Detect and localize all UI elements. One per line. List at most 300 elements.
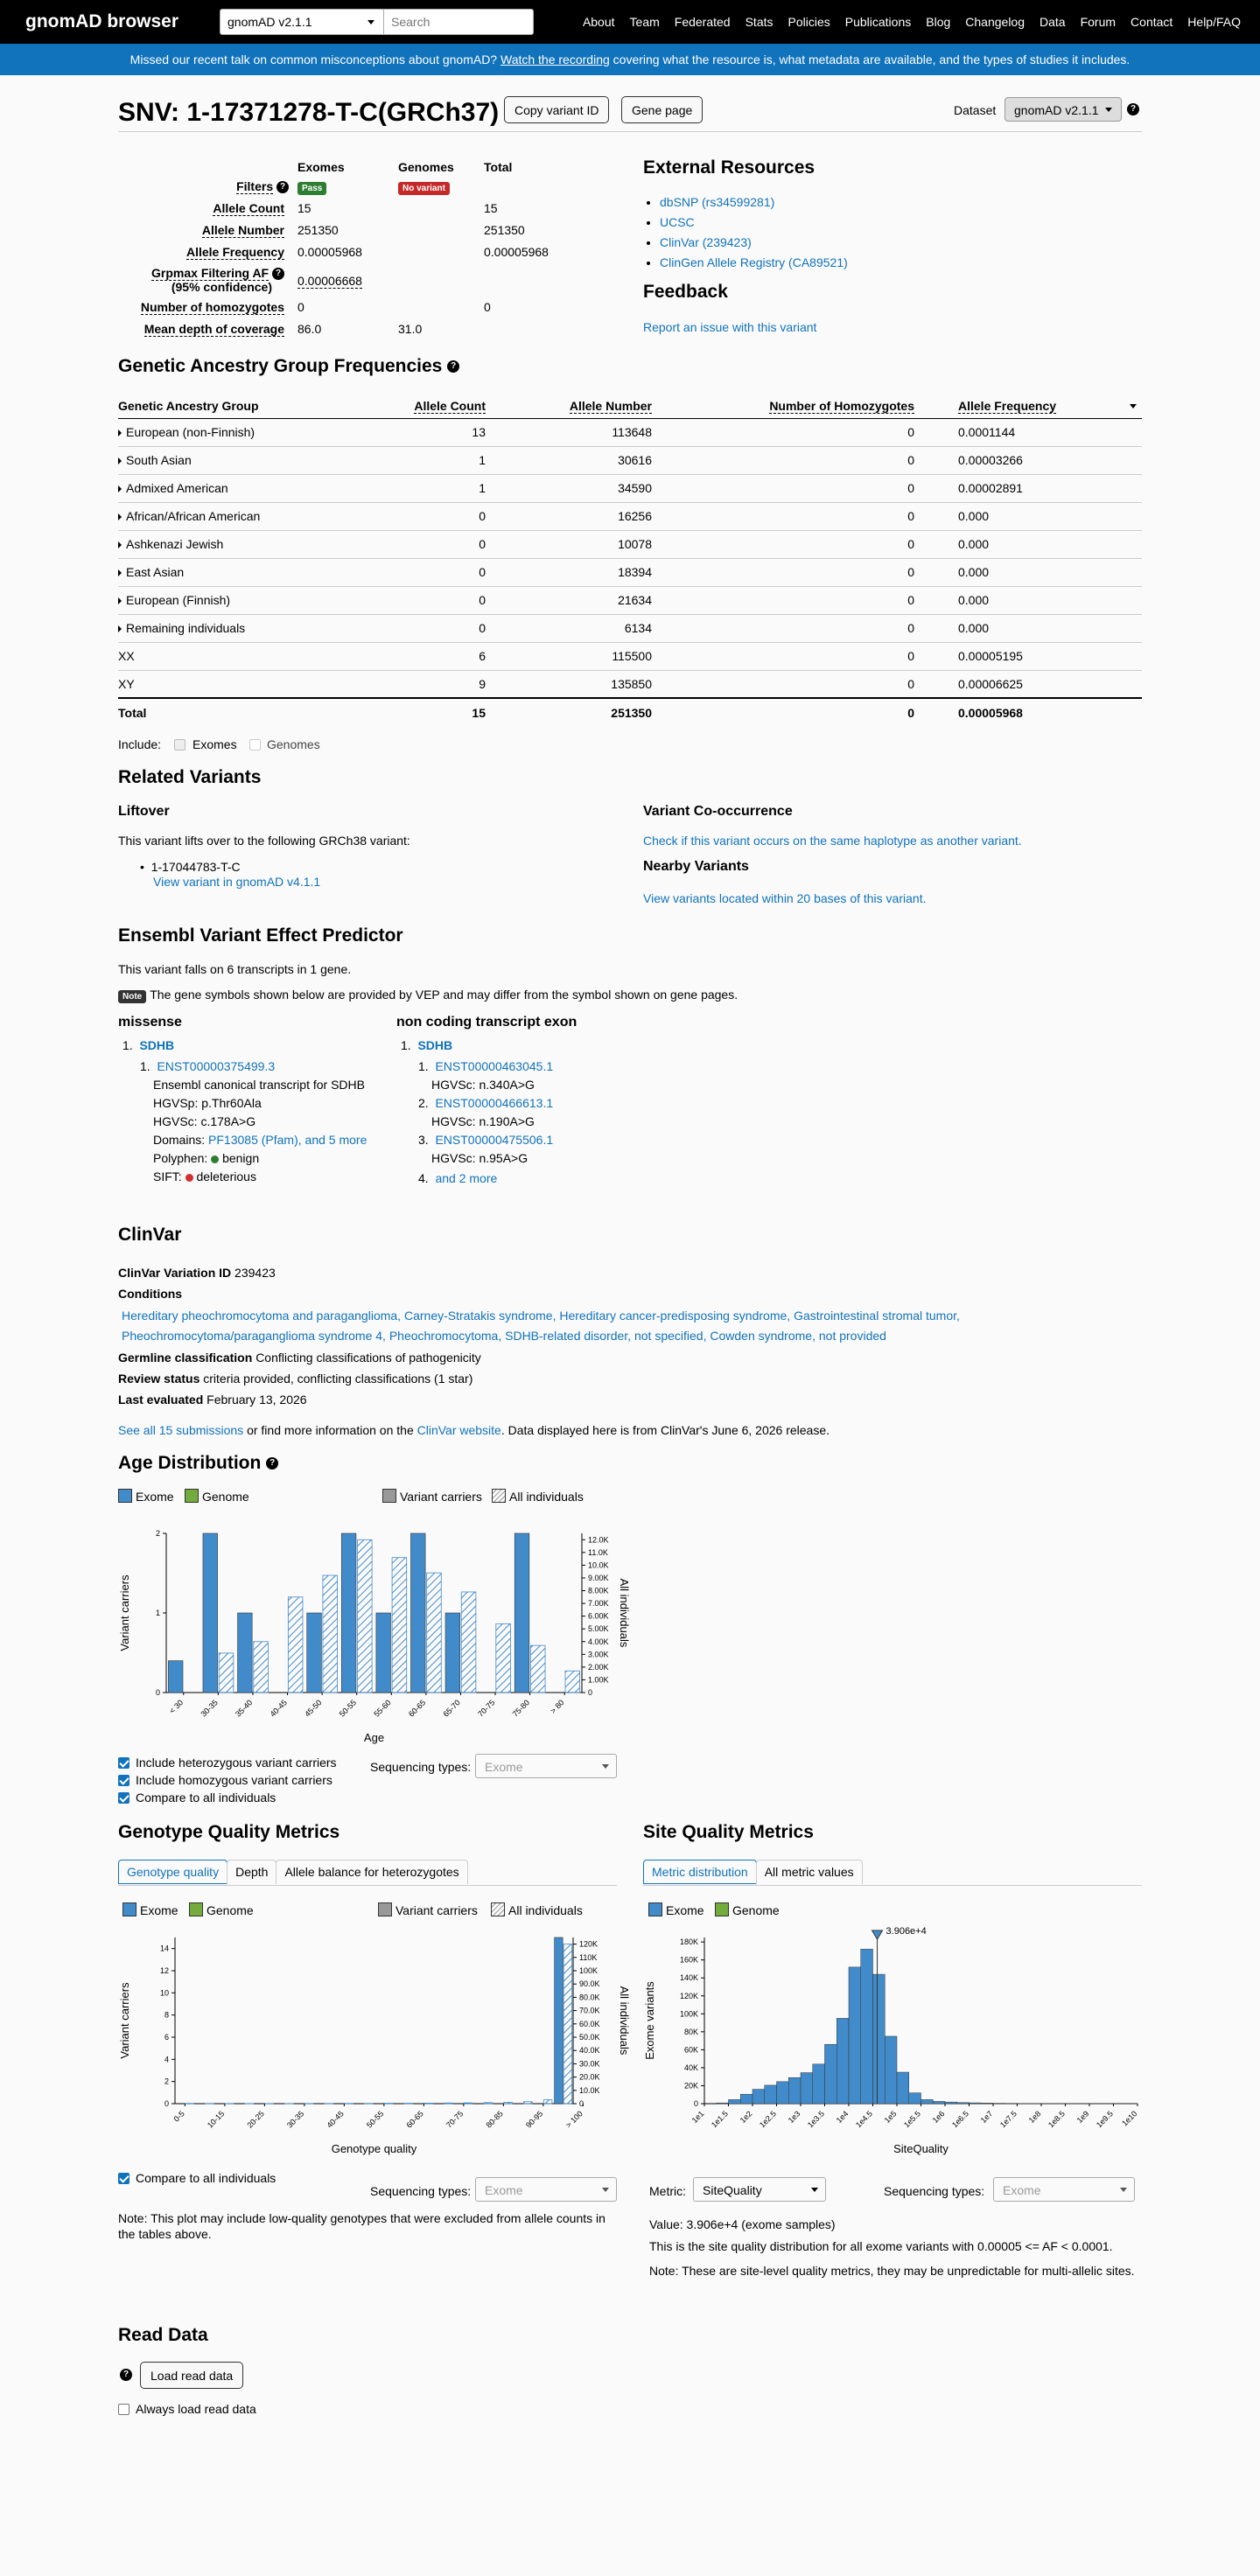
search-input[interactable] xyxy=(383,9,534,35)
site-quality-bar xyxy=(945,2102,957,2104)
gq-seq-select[interactable] xyxy=(475,2177,617,2202)
y2-tick-label: 5.00K xyxy=(588,1624,609,1634)
grpmax-label: Grpmax Filtering AF xyxy=(151,266,270,280)
domains-more-link[interactable]: and 5 more xyxy=(304,1133,368,1147)
x-axis-label: SiteQuality xyxy=(893,2142,948,2155)
nav-link-blog[interactable]: Blog xyxy=(926,15,951,29)
y-tick-label: 80K xyxy=(683,2027,698,2036)
condition-link[interactable]: not provided xyxy=(818,1329,886,1343)
y2-tick-label: 30.0K xyxy=(579,2059,600,2069)
hgvsc-value: HGVSc: n.190A>G xyxy=(431,1114,535,1128)
all-individuals-bar xyxy=(461,1592,476,1693)
help-icon[interactable]: ? xyxy=(1127,103,1139,115)
transcript-link[interactable]: ENST00000475506.1 xyxy=(435,1133,554,1147)
allele-frequency-cell: 0.000 xyxy=(914,586,1142,614)
x-tick-label: 65-70 xyxy=(441,1698,462,1719)
site-quality-bar xyxy=(752,2090,765,2104)
liftover-link[interactable]: View variant in gnomAD v4.1.1 xyxy=(153,875,321,889)
deleterious-dot-icon xyxy=(186,1174,193,1182)
see-submissions-link[interactable]: See all 15 submissions xyxy=(118,1423,244,1437)
nearby-link[interactable]: View variants located within 20 bases of this variant. xyxy=(643,891,927,905)
allele-frequency-cell: 0.00002891 xyxy=(914,474,1142,502)
x-tick-label: 40-45 xyxy=(268,1698,289,1719)
filters-label: Filters xyxy=(236,179,274,193)
ancestry-title xyxy=(118,356,459,377)
polyphen-value: benign xyxy=(222,1151,260,1165)
metric-value: SiteQuality xyxy=(703,2183,762,2197)
vep-note xyxy=(118,988,738,1003)
homozygotes-label: Number of homozygotes xyxy=(140,300,284,314)
group-name: South Asian xyxy=(126,453,192,467)
y2-tick-label: 3.00K xyxy=(588,1650,609,1659)
table-row[interactable] xyxy=(118,418,1142,446)
sift-label: SIFT: xyxy=(153,1169,182,1183)
allele-number-cell: 18394 xyxy=(486,558,652,586)
all-individuals-bar xyxy=(444,2103,453,2104)
x-tick-label: 60-65 xyxy=(404,2109,425,2130)
help-icon[interactable]: ? xyxy=(447,360,459,373)
help-icon[interactable]: ? xyxy=(266,1457,278,1470)
all-individuals-bar xyxy=(424,2103,433,2104)
carriers-swatch xyxy=(378,1902,392,1916)
y2-tick-label: 8.00K xyxy=(588,1586,609,1595)
liftover-variant: • 1-17044783-T-C xyxy=(140,860,241,874)
nav-link-publications[interactable]: Publications xyxy=(844,15,912,29)
header-group[interactable]: Genetic Ancestry Group xyxy=(118,394,398,418)
clinvar-id-label: ClinVar Variation ID xyxy=(118,1266,232,1280)
genome-swatch xyxy=(185,1489,199,1503)
dataset-dropdown[interactable] xyxy=(1004,97,1122,122)
external-link[interactable]: ClinGen Allele Registry (CA89521) xyxy=(660,255,848,269)
expand-triangle-icon[interactable] xyxy=(118,513,122,520)
total-row xyxy=(118,698,1142,726)
feedback-title: Feedback xyxy=(643,282,728,302)
all-individuals-bar xyxy=(254,1642,269,1693)
help-icon[interactable]: ? xyxy=(272,268,284,280)
legend-all-individuals: All individuals xyxy=(508,1903,583,1917)
external-links-list xyxy=(660,192,848,273)
site-quality-bar xyxy=(740,2094,752,2104)
condition-link[interactable]: Hereditary pheochromocytoma and paraganglioma, xyxy=(122,1309,402,1323)
y2-tick-label: 80.0K xyxy=(579,1993,600,2002)
nav-link-data[interactable]: Data xyxy=(1040,15,1066,29)
condition-link[interactable]: Carney-Stratakis syndrome, xyxy=(403,1309,556,1323)
x-tick-label: 75-80 xyxy=(510,1698,532,1719)
allele-frequency-cell: 0.00005968 xyxy=(914,698,1142,726)
table-row[interactable] xyxy=(118,558,1142,586)
domains-label: Domains: xyxy=(153,1133,206,1147)
liftover-variant-id: 1-17044783-T-C xyxy=(150,860,241,874)
site-quality-bar xyxy=(933,2101,945,2104)
allele-frequency-cell: 0.000 xyxy=(914,558,1142,586)
expand-triangle-icon[interactable] xyxy=(118,429,122,436)
grpmax-exomes-value: 0.00006668 xyxy=(298,274,362,288)
site-quality-bar xyxy=(825,2044,837,2104)
age-title-text: Age Distribution xyxy=(118,1453,262,1473)
y-tick-label: 180K xyxy=(679,1937,698,1947)
dataset-dropdown-value: gnomAD v2.1.1 xyxy=(1014,103,1099,117)
tab-genotype-quality[interactable]: Genotype quality xyxy=(118,1860,228,1884)
missense-gene-link[interactable]: SDHB xyxy=(139,1038,175,1052)
nav-link-help-faq[interactable]: Help/FAQ xyxy=(1187,15,1241,29)
group-name: East Asian xyxy=(126,565,185,579)
table-row[interactable] xyxy=(118,474,1142,502)
dataset-select[interactable] xyxy=(220,9,384,35)
header-allele-frequency[interactable]: Allele Frequency xyxy=(958,398,1057,413)
y-tick-label: 1 xyxy=(155,1609,160,1617)
homozygotes-cell: 0 xyxy=(652,418,914,446)
include-hom-checkbox[interactable] xyxy=(118,1775,130,1786)
table-row[interactable] xyxy=(118,502,1142,530)
col-genomes: Genomes xyxy=(398,160,454,174)
external-link[interactable]: UCSC xyxy=(660,215,695,229)
y2-tick-label: 10.0K xyxy=(579,2085,600,2095)
announcement-banner xyxy=(0,44,1260,75)
clinvar-title: ClinVar xyxy=(118,1225,182,1245)
note-badge: Note xyxy=(118,990,146,1003)
x-tick-label: 1e3 xyxy=(786,2109,802,2126)
metric-select[interactable] xyxy=(693,2177,826,2202)
domains-link[interactable]: PF13085 (Pfam), xyxy=(208,1133,302,1147)
y2-tick-label: 70.0K xyxy=(579,2006,600,2015)
evaluated-label: Last evaluated xyxy=(118,1393,204,1407)
summary-exomes-value: 251350 xyxy=(298,223,339,237)
homozygotes-cell: 0 xyxy=(652,642,914,670)
x-tick-label: 1e5.5 xyxy=(901,2109,922,2130)
x-tick-label: 50-55 xyxy=(364,2109,386,2130)
header-homozygotes[interactable]: Number of Homozygotes xyxy=(769,398,914,413)
nav-link-about[interactable]: About xyxy=(582,15,615,29)
help-icon[interactable]: ? xyxy=(120,2369,132,2381)
tab-all-metric-values[interactable]: All metric values xyxy=(756,1860,863,1884)
brand-logo[interactable]: gnomAD browser xyxy=(25,11,179,31)
related-variants-title: Related Variants xyxy=(118,767,262,787)
legend-exome: Exome xyxy=(140,1903,178,1917)
y-tick-label: 6 xyxy=(164,2033,169,2042)
nav-link-forum[interactable]: Forum xyxy=(1080,15,1116,29)
homozygotes-cell: 0 xyxy=(652,670,914,698)
homozygotes-cell: 0 xyxy=(652,446,914,474)
expand-triangle-icon[interactable] xyxy=(118,485,122,492)
table-row[interactable] xyxy=(118,614,1142,642)
include-label: Include: xyxy=(118,737,162,751)
y-tick-label: 8 xyxy=(164,2010,169,2020)
conditions-line-2 xyxy=(122,1329,886,1343)
y-tick-label: 12 xyxy=(159,1966,169,1975)
clinvar-website-link[interactable]: ClinVar website xyxy=(416,1423,501,1437)
site-quality-bar xyxy=(897,2072,909,2104)
tab-allele-balance-for-heterozygotes[interactable]: Allele balance for heterozygotes xyxy=(276,1860,467,1884)
all-individuals-bar xyxy=(427,1573,442,1693)
x-tick-label: 1e2.5 xyxy=(757,2109,778,2130)
y2-tick-label: 6.00K xyxy=(588,1611,609,1621)
y-tick-label: 60K xyxy=(683,2045,698,2055)
homozygotes-cell: 0 xyxy=(652,558,914,586)
help-icon[interactable]: ? xyxy=(276,181,289,193)
header-allele-count[interactable]: Allele Count xyxy=(414,398,486,413)
x-tick-label: 30-35 xyxy=(284,2109,306,2130)
value-marker-arrow-icon xyxy=(872,1930,883,1939)
group-name: European (Finnish) xyxy=(126,593,231,607)
dataset-label: Dataset xyxy=(954,103,997,117)
x-tick-label: 50-55 xyxy=(337,1698,359,1719)
nav-link-changelog[interactable]: Changelog xyxy=(965,15,1026,29)
all-individuals-bar xyxy=(530,1645,545,1693)
expand-triangle-icon[interactable] xyxy=(118,541,122,548)
homozygotes-cell: 0 xyxy=(652,530,914,558)
age-seq-select[interactable] xyxy=(475,1754,617,1778)
x-tick-label: 1e10 xyxy=(1120,2109,1139,2128)
group-name: European (non-Finnish) xyxy=(126,425,256,439)
y2-axis-label: All individuals xyxy=(618,1578,631,1648)
x-tick-label: 45-50 xyxy=(303,1698,324,1719)
value-marker-label: 3.906e+4 xyxy=(886,1926,927,1937)
allele-number-cell: 21634 xyxy=(486,586,652,614)
allele-number-cell: 34590 xyxy=(486,474,652,502)
y2-tick-label: 10.0K xyxy=(588,1560,609,1570)
allele-number-cell: 16256 xyxy=(486,502,652,530)
ancestry-title-text: Genetic Ancestry Group Frequencies xyxy=(118,356,443,376)
table-row xyxy=(118,670,1142,698)
legend-carriers: Variant carriers xyxy=(396,1903,478,1917)
y-tick-label: 20K xyxy=(683,2081,698,2091)
external-link-item xyxy=(660,253,848,273)
site-quality-bar xyxy=(849,1967,861,2104)
sq-seq-value: Exome xyxy=(1003,2183,1041,2197)
allele-frequency-cell: 0.00003266 xyxy=(914,446,1142,474)
all-individuals-bar xyxy=(524,2102,533,2104)
y2-tick-label: 110K xyxy=(579,1952,598,1962)
group-name: XY xyxy=(118,676,135,691)
y2-tick-label: 100K xyxy=(579,1966,598,1975)
table-row[interactable] xyxy=(118,586,1142,614)
sort-desc-icon[interactable] xyxy=(1130,404,1137,408)
include-genomes-checkbox[interactable] xyxy=(249,739,261,750)
group-name: Admixed American xyxy=(126,481,228,495)
all-individuals-bar xyxy=(484,2103,493,2104)
banner-link[interactable]: Watch the recording xyxy=(500,52,610,66)
allele-number-cell: 135850 xyxy=(486,670,652,698)
x-tick-label: 1e4 xyxy=(834,2109,850,2126)
always-load-checkbox[interactable] xyxy=(118,2404,130,2415)
missense-title: missense xyxy=(118,1015,182,1030)
germline-label: Germline classification xyxy=(118,1351,253,1365)
summary-row-label: Allele Number xyxy=(201,223,284,237)
x-tick-label: 55-60 xyxy=(372,1698,393,1719)
allele-number-cell: 115500 xyxy=(486,642,652,670)
site-quality-title: Site Quality Metrics xyxy=(643,1822,814,1842)
y-tick-label: 2 xyxy=(155,1529,160,1538)
condition-link[interactable]: Pheochromocytoma/paraganglioma syndrome 4, xyxy=(122,1329,386,1343)
x-tick-label: 1e8.5 xyxy=(1046,2109,1067,2130)
page-title: SNV: 1-17371278-T-C(GRCh37) xyxy=(118,98,500,127)
y2-tick-label: 60.0K xyxy=(579,2019,600,2028)
allele-number-cell: 6134 xyxy=(486,614,652,642)
tab-depth[interactable]: Depth xyxy=(227,1860,276,1884)
gq-compare-checkbox[interactable] xyxy=(118,2173,130,2184)
site-quality-bar xyxy=(813,2064,825,2104)
missense-transcript: 1. ENST00000375499.3 Ensembl canonical transcript for SDHB HGVSp: p.Thr60Ala HGVSc: c.178A>G Domains: PF13085 (Pfam), and 5 more Polyphen: benign SIFT: deleterious xyxy=(140,1059,368,1183)
site-quality-bar xyxy=(777,2082,789,2104)
y2-tick-label: 12.0K xyxy=(588,1535,609,1545)
nav-link-federated[interactable]: Federated xyxy=(674,15,731,29)
x-tick-label: 1e9 xyxy=(1074,2109,1091,2126)
condition-link[interactable]: Cowden syndrome, xyxy=(710,1329,816,1343)
gq-seq-label: Sequencing types: xyxy=(370,2184,472,2198)
genome-swatch xyxy=(189,1902,203,1916)
sq-description: This is the site quality distribution for all exome variants with 0.00005 <= AF < 0.0001. xyxy=(649,2239,1113,2253)
include-het-checkbox[interactable] xyxy=(118,1757,130,1769)
all-individuals-bar xyxy=(288,1597,303,1693)
group-name: Remaining individuals xyxy=(126,621,246,635)
expand-triangle-icon[interactable] xyxy=(118,597,122,604)
allele-count-cell: 9 xyxy=(398,670,486,698)
table-row[interactable] xyxy=(118,446,1142,474)
gq-note: Note: This plot may include low-quality genotypes that were excluded from allele counts in the tables above. xyxy=(118,2211,606,2241)
carrier-bar xyxy=(168,1661,183,1693)
no-variant-badge: No variant xyxy=(398,182,450,195)
homozygotes-total: 0 xyxy=(484,300,491,314)
x-tick-label: 1e6.5 xyxy=(949,2109,970,2130)
external-link[interactable]: ClinVar (239423) xyxy=(660,235,752,249)
summary-row-label: Allele Frequency xyxy=(186,245,284,259)
depth-exomes: 86.0 xyxy=(298,322,322,336)
vep-note-text: The gene symbols shown below are provided by VEP and may differ from the symbol shown on gene pages. xyxy=(150,988,738,1002)
y2-tick-label: 4.00K xyxy=(588,1637,609,1646)
ancestry-frequency-table xyxy=(118,394,1142,726)
metric-label: Metric: xyxy=(649,2184,686,2198)
all-individuals-bar xyxy=(564,1944,572,2104)
condition-link[interactable]: Gastrointestinal stromal tumor, xyxy=(794,1309,960,1323)
load-read-data-button[interactable]: Load read data xyxy=(140,2362,243,2389)
condition-link[interactable]: Pheochromocytoma, xyxy=(388,1329,502,1343)
external-link[interactable]: dbSNP (rs34599281) xyxy=(660,195,775,209)
review-value: criteria provided, conflicting classifications (1 star) xyxy=(203,1372,473,1386)
homozygotes-cell: 0 xyxy=(652,474,914,502)
missense-gene: 1. SDHB xyxy=(122,1038,175,1052)
noncoding-more: 4. and 2 more xyxy=(418,1171,498,1185)
sq-seq-select[interactable] xyxy=(993,2177,1135,2202)
x-tick-label: 1e6 xyxy=(930,2109,947,2126)
site-quality-bar xyxy=(909,2093,921,2104)
x-tick-label: 30-35 xyxy=(199,1698,220,1719)
condition-link[interactable]: Hereditary cancer-predisposing syndrome, xyxy=(559,1309,791,1323)
x-tick-label: 1e2 xyxy=(738,2109,754,2126)
y2-tick-label: 50.0K xyxy=(579,2033,600,2042)
genotype-quality-title: Genotype Quality Metrics xyxy=(118,1822,340,1842)
y2-tick-label: 90.0K xyxy=(579,1979,600,1989)
y2-tick-label: 2.00K xyxy=(588,1662,609,1672)
legend-genome: Genome xyxy=(732,1903,780,1917)
hgvsc-value: HGVSc: n.95A>G xyxy=(431,1151,528,1165)
allele-frequency-cell: 0.00005195 xyxy=(914,642,1142,670)
header-allele-number[interactable]: Allele Number xyxy=(569,398,652,413)
site-quality-bar xyxy=(765,2085,777,2104)
expand-triangle-icon[interactable] xyxy=(118,625,122,632)
nav-link-team[interactable]: Team xyxy=(629,15,660,29)
y2-tick-label: 20.0K xyxy=(579,2072,600,2082)
carriers-swatch xyxy=(382,1489,396,1503)
sq-seq-label: Sequencing types: xyxy=(884,2184,985,2198)
site-quality-bar xyxy=(861,1949,873,2104)
vep-intro: This variant falls on 6 transcripts in 1 gene. xyxy=(118,962,352,976)
legend-exome: Exome xyxy=(136,1490,174,1504)
y2-tick-label: 0 xyxy=(579,2099,584,2108)
table-row xyxy=(118,642,1142,670)
y-tick-label: 10 xyxy=(159,1988,169,1998)
tab-metric-distribution[interactable]: Metric distribution xyxy=(643,1860,757,1884)
condition-link[interactable]: not specified, xyxy=(634,1329,707,1343)
site-quality-bar xyxy=(873,1974,886,2104)
allele-count-cell: 0 xyxy=(398,502,486,530)
y-axis-label: Variant carriers xyxy=(118,1982,131,2059)
noncoding-gene-link[interactable]: SDHB xyxy=(417,1038,453,1052)
homozygotes-exomes: 0 xyxy=(298,300,304,314)
x-axis-label: Genotype quality xyxy=(331,2142,417,2155)
group-name: Total xyxy=(118,705,147,720)
site-quality-bar xyxy=(729,2099,741,2104)
include-genomes-label: Genomes xyxy=(267,737,320,751)
nav-link-policies[interactable]: Policies xyxy=(788,15,830,29)
all-individuals-bar xyxy=(219,1653,234,1693)
gene-page-button[interactable]: Gene page xyxy=(621,96,703,123)
x-tick-label: 1e7.5 xyxy=(998,2109,1018,2130)
noncoding-more-link[interactable]: and 2 more xyxy=(435,1171,498,1185)
all-individuals-swatch xyxy=(492,1489,506,1503)
report-issue-link[interactable]: Report an issue with this variant xyxy=(643,320,817,334)
y-tick-label: 14 xyxy=(159,1944,169,1953)
external-link-item xyxy=(660,192,848,213)
summary-total-value: 0.00005968 xyxy=(484,245,549,259)
all-individuals-bar xyxy=(358,1539,373,1693)
external-resources-title: External Resources xyxy=(643,157,816,178)
chevron-down-icon xyxy=(602,1764,609,1769)
site-quality-tabs xyxy=(643,1860,862,1884)
main-nav xyxy=(583,15,1241,29)
missense-transcript-link[interactable]: ENST00000375499.3 xyxy=(157,1059,276,1073)
table-row[interactable] xyxy=(118,530,1142,558)
noncoding-transcript-item: 1. ENST00000463045.1 HGVSc: n.340A>G xyxy=(418,1058,553,1094)
allele-number-cell: 251350 xyxy=(486,698,652,726)
include-exomes-checkbox[interactable] xyxy=(174,739,186,750)
copy-variant-id-button[interactable]: Copy variant ID xyxy=(504,96,609,123)
noncoding-title: non coding transcript exon xyxy=(396,1015,578,1030)
allele-frequency-cell: 0.000 xyxy=(914,614,1142,642)
banner-text: Missed our recent talk on common misconceptions about gnomAD? xyxy=(130,52,498,66)
x-tick-label: > 100 xyxy=(564,2109,584,2130)
expand-triangle-icon[interactable] xyxy=(118,569,122,576)
nav-link-contact[interactable]: Contact xyxy=(1130,15,1173,29)
expand-triangle-icon[interactable] xyxy=(118,457,122,464)
gq-seq-value: Exome xyxy=(485,2183,523,2197)
compare-all-checkbox[interactable] xyxy=(118,1792,130,1804)
cooccurrence-link[interactable]: Check if this variant occurs on the same haplotype as another variant. xyxy=(643,834,1022,848)
noncoding-transcript-item: 2. ENST00000466613.1 HGVSc: n.190A>G xyxy=(418,1094,553,1131)
chevron-down-icon xyxy=(368,20,374,24)
x-tick-label: 1e9.5 xyxy=(1094,2109,1115,2130)
age-distribution-chart xyxy=(118,1518,631,1745)
group-name: XX xyxy=(118,649,135,663)
condition-link[interactable]: SDHB-related disorder, xyxy=(505,1329,632,1343)
all-individuals-bar xyxy=(464,2103,472,2104)
nav-link-stats[interactable]: Stats xyxy=(745,15,774,29)
exome-swatch xyxy=(122,1902,136,1916)
benign-dot-icon xyxy=(211,1155,219,1163)
transcript-link[interactable]: ENST00000466613.1 xyxy=(435,1096,554,1110)
transcript-link[interactable]: ENST00000463045.1 xyxy=(435,1059,554,1073)
banner-text-end: covering what the resource is, what metadata are available, and the types of studies it includes. xyxy=(612,52,1130,66)
y-tick-label: 120K xyxy=(679,1991,698,2000)
